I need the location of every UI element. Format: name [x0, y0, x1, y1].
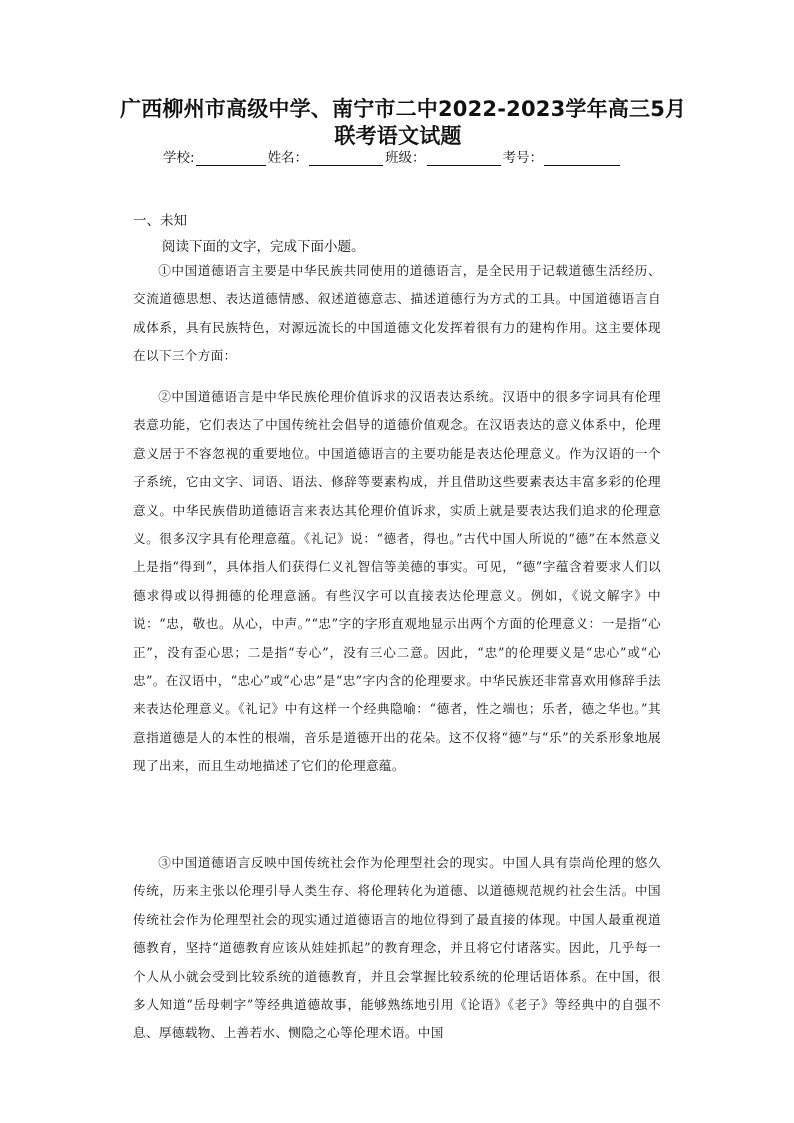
school-label: 学校: — [163, 150, 195, 166]
reading-instruction: 阅读下面的文字，完成下面小题。 — [162, 239, 365, 255]
class-label: 班级： — [385, 150, 426, 166]
paragraph-1: ①中国道德语言主要是中华民族共同使用的道德语言，是全民用于记载道德生活经历、交流道德思想、表达道德情感、叙述道德意志、描述道德行为方式的工具。中国道德语言自成体系，具有民族特色，对源远流长的中国道德文化发挥着很有力的建构作用。这主要体现在以下三个方面： — [133, 263, 661, 364]
number-label: 考号： — [502, 150, 544, 166]
student-info-line — [163, 146, 622, 166]
name-label: 姓名： — [267, 150, 309, 166]
document-title-line2: 联考语文试题 — [334, 124, 462, 148]
number-blank[interactable] — [544, 151, 620, 166]
school-blank[interactable] — [196, 151, 266, 166]
name-blank[interactable] — [309, 151, 383, 166]
class-blank[interactable] — [427, 151, 501, 166]
paragraph-3: ③中国道德语言反映中国传统社会作为伦理型社会的现实。中国人具有崇尚伦理的悠久传统，历来主张以伦理引导人类生存、将伦理转化为道德、以道德规范规约社会生活。中国传统社会作为伦理型社会的现实通过道德语言的地位得到了最直接的体现。中国人最重视道德教育，坚持“道德教育应该从娃娃抓起”的教育理念，并且将它付诸落实。因此，几乎每一个人从小就会受到比较系统的道德教育，并且会掌握比较系统的伦理话语体系。在中国，很多人知道“岳母刺字”等经典道德故事，能够熟练地引用《论语》《老子》等经典中的自强不息、厚德载物、上善若水、恻隐之心等伦理术语。中国 — [133, 855, 661, 1041]
section-heading: 一、未知 — [133, 213, 187, 229]
paragraph-2: ②中国道德语言是中华民族伦理价值诉求的汉语表达系统。汉语中的很多字词具有伦理表意功能，它们表达了中国传统社会倡导的道德价值观念。在汉语表达的意义体系中，伦理意义居于不容忽视的重要地位。中国道德语言的主要功能是表达伦理意义。作为汉语的一个子系统，它由文字、词语、语法、修辞等要素构成，并且借助这些要素表达丰富多彩的伦理意义。中华民族借助道德语言来表达其伦理价值诉求，实质上就是要表达我们追求的伦理意义。很多汉字具有伦理意蕴。《礼记》说：“德者，得也。”古代中国人所说的“德”在本然意义上是指“得到”，具体指人们获得仁义礼智信等美德的事实。可见，“德”字蕴含着要求人们以德求得或以得拥德的伦理意涵。有些汉字可以直接表达伦理意义。例如，《说文解字》中说：“忠，敬也。从心，中声。”“忠”字的字形直观地显示出两个方面的伦理意义：一是指“心正”，没有歪心思；二是指“专心”，没有三心二意。因此，“忠”的伦理要义是“忠心”或“心忠”。在汉语中，“忠心”或“心忠”是“忠”字内含的伦理要求。中华民族还非常喜欢用修辞手法来表达伦理意义。《礼记》中有这样一个经典隐喻：“德者，性之端也；乐者，德之华也。”其意指道德是人的本性的根端，音乐是道德开出的花朵。这不仅将“德”与“乐”的关系形象地展现了出来，而且生动地描述了它们的伦理意蕴。 — [133, 389, 661, 774]
document-title-line1: 广西柳州市高级中学、南宁市二中2022-2023学年高三5月 — [120, 97, 687, 121]
